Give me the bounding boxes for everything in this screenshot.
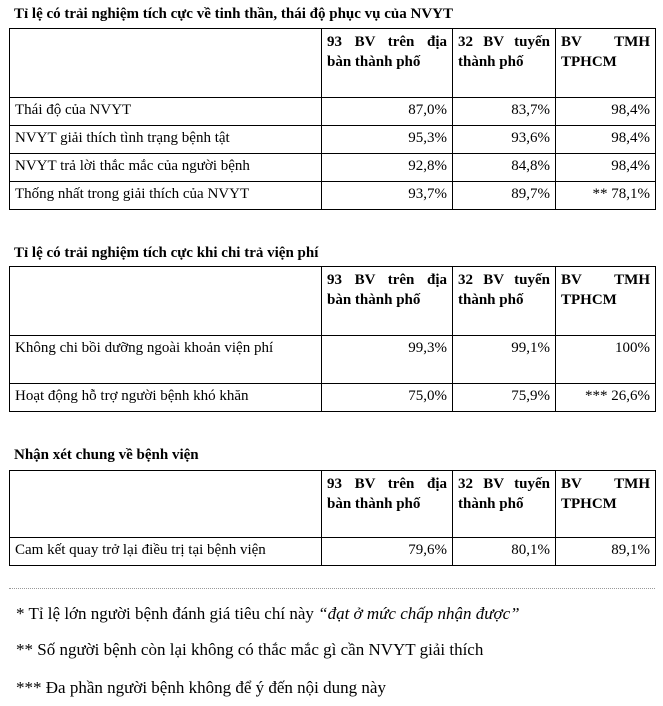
- table-row: [10, 336, 656, 384]
- value-32-bv: 83,7%: [453, 98, 556, 126]
- footnote-2: ** Số người bệnh còn lại không có thắc mắc gì cần NVYT giải thích: [16, 640, 484, 659]
- header-bv-tmh: BV TMH TPHCM: [556, 29, 656, 98]
- value-32-bv: 93,6%: [453, 126, 556, 154]
- value-bv-tmh: 89,1%: [556, 538, 656, 566]
- header-empty-cell: [10, 29, 322, 98]
- value-bv-tmh: 98,4%: [556, 154, 656, 182]
- table-staff-attitude: [9, 28, 656, 210]
- row-label: Hoạt động hỗ trợ người bệnh khó khăn: [10, 384, 322, 412]
- table-header-row: [10, 471, 656, 538]
- value-93-bv: 93,7%: [322, 182, 453, 210]
- value-32-bv: 99,1%: [453, 336, 556, 384]
- value-93-bv: 79,6%: [322, 538, 453, 566]
- table-row: [10, 154, 656, 182]
- notes-divider: [9, 588, 655, 589]
- header-32-bv: 32 BV tuyến thành phố: [453, 29, 556, 98]
- header-bv-tmh: BV TMH TPHCM: [556, 267, 656, 336]
- header-empty-cell: [10, 267, 322, 336]
- table-hospital-fees: [9, 266, 656, 412]
- section-title-hospital-fees: Tỉ lệ có trải nghiệm tích cực khi chi trả viện phí: [14, 245, 319, 261]
- table-row: [10, 126, 656, 154]
- value-bv-tmh: 98,4%: [556, 126, 656, 154]
- value-32-bv: 89,7%: [453, 182, 556, 210]
- header-32-bv: 32 BV tuyến thành phố: [453, 471, 556, 538]
- header-93-bv: 93 BV trên địa bàn thành phố: [322, 267, 453, 336]
- value-93-bv: 92,8%: [322, 154, 453, 182]
- table-header-row: [10, 267, 656, 336]
- header-32-bv: 32 BV tuyến thành phố: [453, 267, 556, 336]
- value-32-bv: 80,1%: [453, 538, 556, 566]
- value-32-bv: 84,8%: [453, 154, 556, 182]
- header-bv-tmh: BV TMH TPHCM: [556, 471, 656, 538]
- row-label: Không chi bồi dưỡng ngoài khoản viện phí: [10, 336, 322, 384]
- row-label: Cam kết quay trở lại điều trị tại bệnh viện: [10, 538, 322, 566]
- header-93-bv: 93 BV trên địa bàn thành phố: [322, 29, 453, 98]
- footnote-1-quote: “đạt ở mức chấp nhận được”: [318, 604, 520, 623]
- table-row: [10, 538, 656, 566]
- value-bv-tmh: 100%: [556, 336, 656, 384]
- value-bv-tmh: ** 78,1%: [556, 182, 656, 210]
- footnote-1: [16, 604, 520, 624]
- table-header-row: [10, 29, 656, 98]
- footnote-1-text: * Tỉ lệ lớn người bệnh đánh giá tiêu chí này: [16, 604, 319, 623]
- table-row: [10, 384, 656, 412]
- value-93-bv: 95,3%: [322, 126, 453, 154]
- value-32-bv: 75,9%: [453, 384, 556, 412]
- section-title-staff-attitude: Tỉ lệ có trải nghiệm tích cực về tinh thần, thái độ phục vụ của NVYT: [14, 6, 454, 22]
- value-93-bv: 99,3%: [322, 336, 453, 384]
- table-row: [10, 182, 656, 210]
- value-bv-tmh: 98,4%: [556, 98, 656, 126]
- value-bv-tmh: *** 26,6%: [556, 384, 656, 412]
- value-93-bv: 75,0%: [322, 384, 453, 412]
- header-empty-cell: [10, 471, 322, 538]
- row-label: Thống nhất trong giải thích của NVYT: [10, 182, 322, 210]
- table-general-review: [9, 470, 656, 566]
- table-row: [10, 98, 656, 126]
- header-93-bv: 93 BV trên địa bàn thành phố: [322, 471, 453, 538]
- row-label: Thái độ của NVYT: [10, 98, 322, 126]
- row-label: NVYT trả lời thắc mắc của người bệnh: [10, 154, 322, 182]
- section-title-general-review: Nhận xét chung về bệnh viện: [14, 447, 199, 463]
- footnote-3: *** Đa phần người bệnh không để ý đến nội dung này: [16, 678, 386, 697]
- row-label: NVYT giải thích tình trạng bệnh tật: [10, 126, 322, 154]
- value-93-bv: 87,0%: [322, 98, 453, 126]
